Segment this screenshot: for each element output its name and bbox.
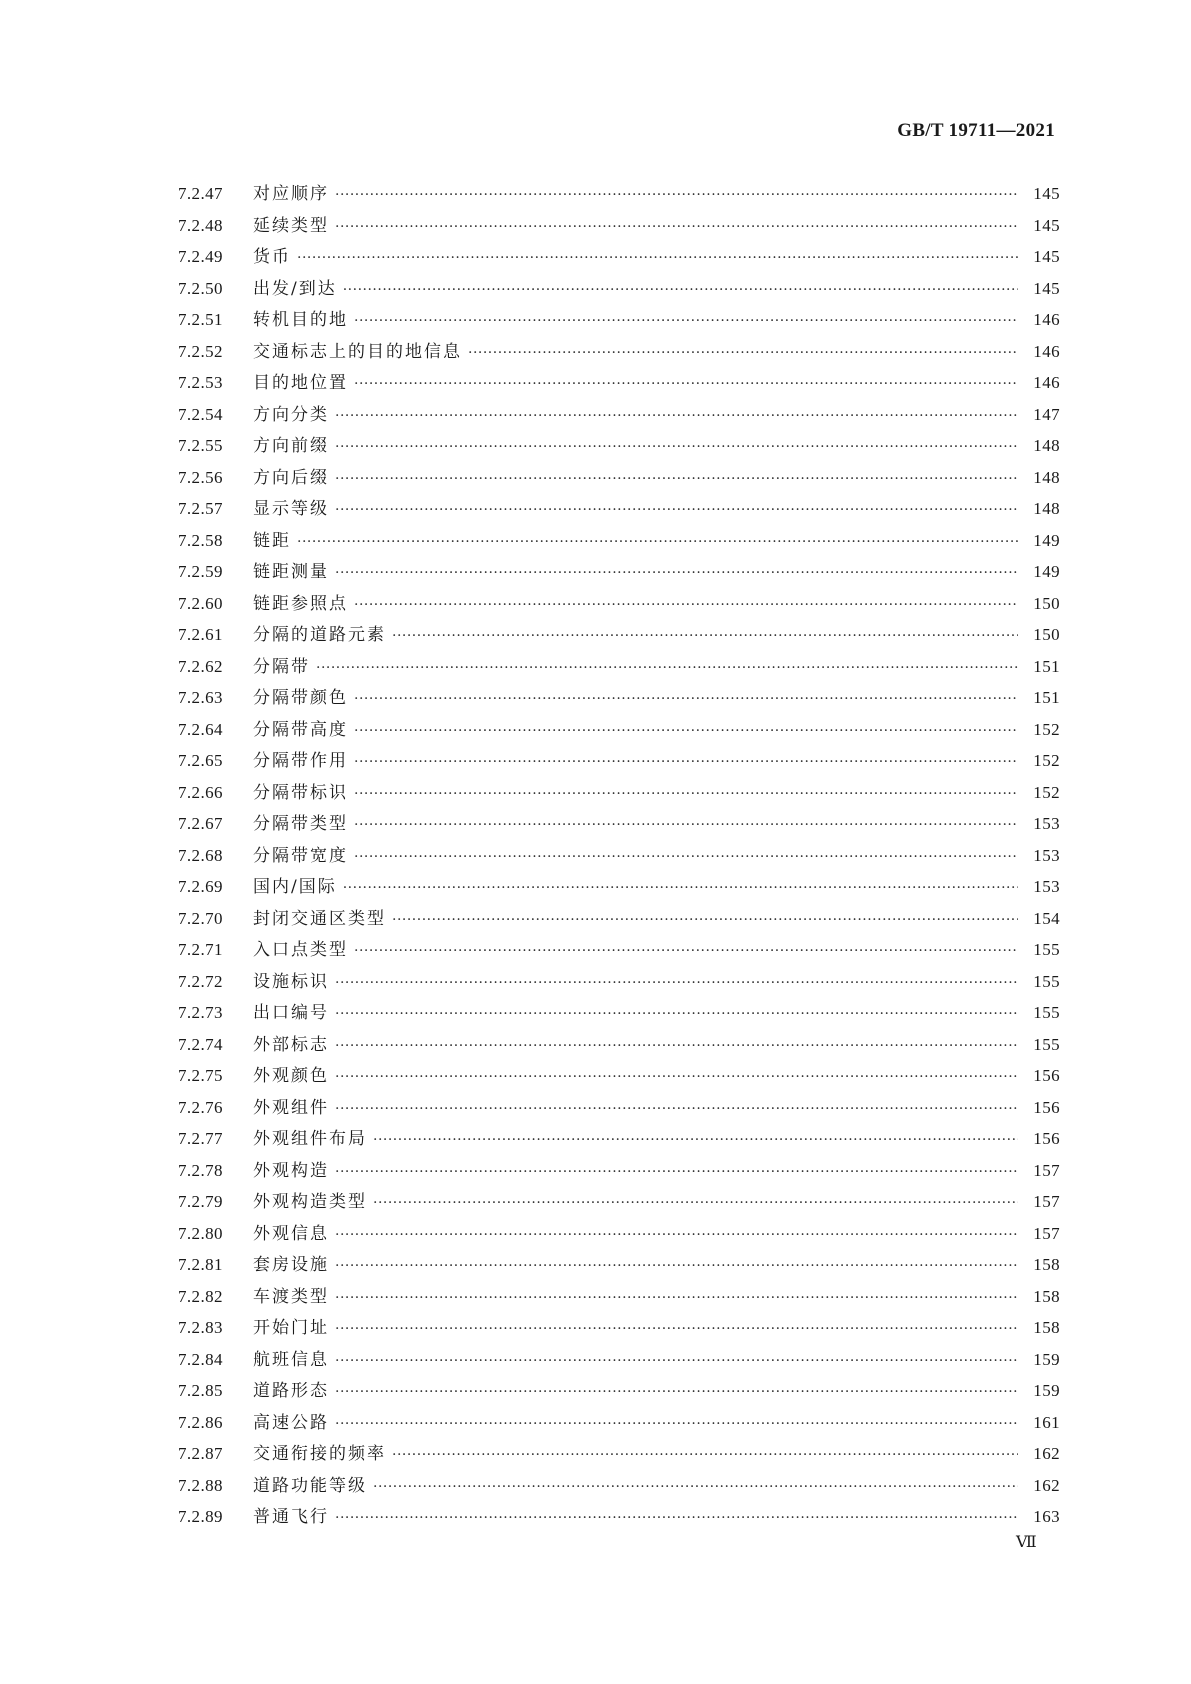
toc-entry[interactable] bbox=[178, 1470, 1060, 1502]
toc-entry-title: 外观构造 bbox=[253, 1160, 329, 1181]
toc-entry-number: 7.2.81 bbox=[178, 1255, 223, 1274]
toc-dot-leader bbox=[335, 180, 1018, 212]
page-number: Ⅶ bbox=[1016, 1534, 1037, 1551]
toc-dot-leader bbox=[335, 1157, 1018, 1189]
toc-dot-leader bbox=[335, 495, 1018, 527]
toc-entry-title: 出口编号 bbox=[253, 1003, 329, 1023]
toc-entry-page: 152 bbox=[1033, 782, 1060, 802]
toc-dot-leader bbox=[354, 842, 1018, 874]
toc-entry-page: 146 bbox=[1033, 373, 1060, 392]
toc-entry-title: 分隔带高度 bbox=[253, 719, 348, 740]
toc-entry-page: 155 bbox=[1033, 1003, 1060, 1022]
toc-entry[interactable] bbox=[178, 777, 1060, 809]
toc-entry-page: 145 bbox=[1033, 184, 1060, 203]
toc-dot-leader bbox=[297, 527, 1018, 559]
toc-entry[interactable] bbox=[178, 1092, 1060, 1124]
toc-entry-title: 分隔的道路元素 bbox=[253, 625, 386, 645]
toc-dot-leader bbox=[354, 747, 1018, 779]
toc-entry-page: 153 bbox=[1033, 814, 1060, 833]
toc-entry-number: 7.2.78 bbox=[178, 1160, 223, 1180]
toc-entry-number: 7.2.62 bbox=[178, 656, 223, 676]
toc-entry-number: 7.2.79 bbox=[178, 1192, 223, 1211]
toc-dot-leader bbox=[335, 1314, 1018, 1346]
toc-entry-page: 145 bbox=[1033, 278, 1060, 298]
toc-dot-leader bbox=[335, 1377, 1018, 1409]
toc-entry[interactable] bbox=[178, 1312, 1060, 1344]
toc-entry-number: 7.2.50 bbox=[178, 278, 223, 298]
toc-entry-page: 158 bbox=[1033, 1286, 1060, 1306]
toc-entry-number: 7.2.58 bbox=[178, 530, 223, 550]
toc-entry-page: 152 bbox=[1033, 751, 1060, 770]
toc-dot-leader bbox=[354, 369, 1018, 401]
toc-entry[interactable] bbox=[178, 336, 1060, 368]
toc-entry-title: 对应顺序 bbox=[253, 184, 329, 204]
toc-entry[interactable] bbox=[178, 997, 1060, 1029]
toc-entry-title: 道路形态 bbox=[253, 1381, 329, 1401]
toc-dot-leader bbox=[335, 401, 1018, 433]
toc-entry-number: 7.2.88 bbox=[178, 1475, 223, 1495]
toc-entry-number: 7.2.66 bbox=[178, 782, 223, 802]
toc-entry-number: 7.2.83 bbox=[178, 1318, 223, 1337]
toc-entry-number: 7.2.67 bbox=[178, 814, 223, 833]
toc-entry-number: 7.2.59 bbox=[178, 562, 223, 581]
toc-dot-leader bbox=[343, 275, 1018, 307]
toc-entry-number: 7.2.76 bbox=[178, 1097, 223, 1117]
toc-dot-leader bbox=[335, 1251, 1018, 1283]
toc-entry-page: 155 bbox=[1033, 940, 1060, 959]
toc-entry-title: 设施标识 bbox=[253, 971, 329, 992]
toc-entry-number: 7.2.75 bbox=[178, 1066, 223, 1085]
toc-entry[interactable] bbox=[178, 682, 1060, 714]
toc-entry[interactable] bbox=[178, 178, 1060, 210]
toc-entry-title: 车渡类型 bbox=[253, 1286, 329, 1307]
toc-entry-page: 159 bbox=[1033, 1349, 1060, 1369]
toc-entry-title: 高速公路 bbox=[253, 1412, 329, 1433]
toc-entry-title: 分隔带标识 bbox=[253, 782, 348, 803]
toc-dot-leader bbox=[392, 621, 1018, 653]
toc-entry-title: 方向前缀 bbox=[253, 436, 329, 456]
toc-entry[interactable] bbox=[178, 1501, 1060, 1533]
toc-entry[interactable] bbox=[178, 1344, 1060, 1376]
toc-dot-leader bbox=[335, 432, 1018, 464]
toc-dot-leader bbox=[335, 1283, 1018, 1315]
toc-entry[interactable] bbox=[178, 273, 1060, 305]
toc-entry[interactable] bbox=[178, 1123, 1060, 1155]
toc-entry-page: 149 bbox=[1033, 562, 1060, 581]
toc-entry-number: 7.2.56 bbox=[178, 467, 223, 487]
toc-entry-title: 链距测量 bbox=[253, 562, 329, 582]
toc-entry-page: 155 bbox=[1033, 971, 1060, 991]
toc-entry[interactable] bbox=[178, 619, 1060, 651]
toc-entry-number: 7.2.86 bbox=[178, 1412, 223, 1432]
toc-dot-leader bbox=[335, 1031, 1018, 1063]
toc-entry-title: 道路功能等级 bbox=[253, 1475, 367, 1496]
toc-entry-number: 7.2.87 bbox=[178, 1444, 223, 1463]
toc-entry-number: 7.2.82 bbox=[178, 1286, 223, 1306]
toc-dot-leader bbox=[335, 1346, 1018, 1378]
toc-entry[interactable] bbox=[178, 1060, 1060, 1092]
toc-entry-page: 153 bbox=[1033, 877, 1060, 896]
toc-entry-title: 分隔带作用 bbox=[253, 751, 348, 771]
toc-entry-number: 7.2.68 bbox=[178, 845, 223, 865]
toc-entry-title: 延续类型 bbox=[253, 215, 329, 236]
toc-entry[interactable] bbox=[178, 903, 1060, 935]
toc-entry-page: 153 bbox=[1033, 845, 1060, 865]
toc-entry-title: 入口点类型 bbox=[253, 940, 348, 960]
toc-entry-title: 外观组件 bbox=[253, 1097, 329, 1118]
toc-entry-page: 156 bbox=[1033, 1097, 1060, 1117]
toc-entry-title: 转机目的地 bbox=[253, 310, 348, 330]
toc-entry-title: 航班信息 bbox=[253, 1349, 329, 1370]
toc-entry-title: 方向后缀 bbox=[253, 467, 329, 488]
standard-code-header: GB/T 19711—2021 bbox=[897, 120, 1055, 141]
toc-entry[interactable] bbox=[178, 493, 1060, 525]
toc-entry[interactable] bbox=[178, 1029, 1060, 1061]
toc-entry-page: 157 bbox=[1033, 1192, 1060, 1211]
toc-dot-leader bbox=[354, 590, 1018, 622]
toc-entry-number: 7.2.61 bbox=[178, 625, 223, 644]
toc-entry[interactable] bbox=[178, 1186, 1060, 1218]
toc-entry[interactable] bbox=[178, 210, 1060, 242]
toc-entry[interactable] bbox=[178, 1155, 1060, 1187]
toc-entry-number: 7.2.48 bbox=[178, 215, 223, 235]
toc-dot-leader bbox=[354, 936, 1018, 968]
toc-dot-leader bbox=[335, 212, 1018, 244]
toc-entry-title: 分隔带 bbox=[253, 656, 310, 677]
toc-entry-title: 外观组件布局 bbox=[253, 1129, 367, 1149]
toc-entry-number: 7.2.85 bbox=[178, 1381, 223, 1400]
toc-entry-number: 7.2.84 bbox=[178, 1349, 223, 1369]
toc-entry-page: 151 bbox=[1033, 656, 1060, 676]
toc-entry[interactable] bbox=[178, 556, 1060, 588]
toc-entry[interactable] bbox=[178, 241, 1060, 273]
toc-entry-page: 158 bbox=[1033, 1318, 1060, 1337]
toc-entry-page: 162 bbox=[1033, 1475, 1060, 1495]
toc-dot-leader bbox=[354, 684, 1018, 716]
toc-entry-title: 分隔带类型 bbox=[253, 814, 348, 834]
toc-dot-leader bbox=[335, 1062, 1018, 1094]
toc-entry[interactable] bbox=[178, 808, 1060, 840]
toc-entry-number: 7.2.63 bbox=[178, 688, 223, 707]
toc-entry[interactable] bbox=[178, 1438, 1060, 1470]
toc-dot-leader bbox=[373, 1125, 1018, 1157]
toc-entry-page: 162 bbox=[1033, 1444, 1060, 1463]
toc-entry-page: 156 bbox=[1033, 1066, 1060, 1085]
toc-entry-page: 145 bbox=[1033, 247, 1060, 266]
toc-entry-number: 7.2.77 bbox=[178, 1129, 223, 1148]
toc-entry-page: 157 bbox=[1033, 1223, 1060, 1243]
toc-entry-page: 161 bbox=[1033, 1412, 1060, 1432]
toc-entry-number: 7.2.60 bbox=[178, 593, 223, 613]
toc-entry-number: 7.2.69 bbox=[178, 877, 223, 896]
toc-entry-number: 7.2.64 bbox=[178, 719, 223, 739]
toc-entry-page: 149 bbox=[1033, 530, 1060, 550]
toc-entry-title: 出发/到达 bbox=[253, 278, 337, 299]
toc-entry-title: 封闭交通区类型 bbox=[253, 908, 386, 929]
table-of-contents bbox=[178, 178, 1060, 1533]
toc-entry-number: 7.2.73 bbox=[178, 1003, 223, 1022]
toc-dot-leader bbox=[335, 999, 1018, 1031]
toc-entry-title: 外观信息 bbox=[253, 1223, 329, 1244]
toc-entry[interactable] bbox=[178, 1218, 1060, 1250]
toc-entry-page: 146 bbox=[1033, 341, 1060, 361]
toc-entry-number: 7.2.74 bbox=[178, 1034, 223, 1054]
toc-entry-number: 7.2.52 bbox=[178, 341, 223, 361]
toc-entry-number: 7.2.89 bbox=[178, 1507, 223, 1526]
toc-entry-number: 7.2.53 bbox=[178, 373, 223, 392]
toc-entry-number: 7.2.51 bbox=[178, 310, 223, 329]
toc-entry-title: 方向分类 bbox=[253, 404, 329, 425]
toc-entry-number: 7.2.47 bbox=[178, 184, 223, 203]
toc-dot-leader bbox=[354, 810, 1018, 842]
toc-dot-leader bbox=[335, 1409, 1018, 1441]
toc-entry[interactable] bbox=[178, 304, 1060, 336]
toc-entry-number: 7.2.71 bbox=[178, 940, 223, 959]
toc-dot-leader bbox=[335, 1503, 1018, 1535]
toc-entry[interactable] bbox=[178, 525, 1060, 557]
toc-entry-title: 外观颜色 bbox=[253, 1066, 329, 1086]
toc-entry[interactable] bbox=[178, 367, 1060, 399]
toc-entry-title: 目的地位置 bbox=[253, 373, 348, 393]
toc-dot-leader bbox=[373, 1188, 1018, 1220]
toc-dot-leader bbox=[354, 779, 1018, 811]
toc-entry[interactable] bbox=[178, 462, 1060, 494]
toc-entry[interactable] bbox=[178, 934, 1060, 966]
toc-entry[interactable] bbox=[178, 871, 1060, 903]
toc-entry-page: 155 bbox=[1033, 1034, 1060, 1054]
toc-dot-leader bbox=[335, 558, 1018, 590]
toc-entry-number: 7.2.54 bbox=[178, 404, 223, 424]
toc-entry-page: 150 bbox=[1033, 625, 1060, 644]
toc-entry-title: 开始门址 bbox=[253, 1318, 329, 1338]
toc-entry-number: 7.2.80 bbox=[178, 1223, 223, 1243]
toc-dot-leader bbox=[335, 1094, 1018, 1126]
toc-entry[interactable] bbox=[178, 399, 1060, 431]
toc-entry[interactable] bbox=[178, 840, 1060, 872]
toc-entry-page: 151 bbox=[1033, 688, 1060, 707]
toc-dot-leader bbox=[392, 1440, 1018, 1472]
toc-entry-title: 交通标志上的目的地信息 bbox=[253, 341, 462, 362]
toc-dot-leader bbox=[343, 873, 1018, 905]
toc-dot-leader bbox=[335, 464, 1018, 496]
toc-entry[interactable] bbox=[178, 588, 1060, 620]
toc-entry-title: 货币 bbox=[253, 247, 291, 267]
toc-dot-leader bbox=[335, 1220, 1018, 1252]
toc-entry-title: 套房设施 bbox=[253, 1255, 329, 1275]
toc-entry-number: 7.2.65 bbox=[178, 751, 223, 770]
toc-entry-title: 外观构造类型 bbox=[253, 1192, 367, 1212]
toc-dot-leader bbox=[316, 653, 1018, 685]
toc-dot-leader bbox=[373, 1472, 1018, 1504]
toc-entry[interactable] bbox=[178, 1281, 1060, 1313]
toc-entry-title: 普通飞行 bbox=[253, 1507, 329, 1527]
toc-dot-leader bbox=[354, 716, 1018, 748]
toc-entry-title: 分隔带宽度 bbox=[253, 845, 348, 866]
toc-entry-number: 7.2.55 bbox=[178, 436, 223, 455]
toc-dot-leader bbox=[354, 306, 1018, 338]
toc-entry-page: 157 bbox=[1033, 1160, 1060, 1180]
toc-entry-number: 7.2.70 bbox=[178, 908, 223, 928]
toc-entry[interactable] bbox=[178, 1407, 1060, 1439]
toc-entry-title: 链距 bbox=[253, 530, 291, 551]
toc-dot-leader bbox=[335, 968, 1018, 1000]
toc-entry-page: 148 bbox=[1033, 436, 1060, 455]
toc-entry-number: 7.2.72 bbox=[178, 971, 223, 991]
toc-entry[interactable] bbox=[178, 966, 1060, 998]
toc-entry-page: 154 bbox=[1033, 908, 1060, 928]
toc-entry-number: 7.2.49 bbox=[178, 247, 223, 266]
toc-entry[interactable] bbox=[178, 651, 1060, 683]
toc-dot-leader bbox=[392, 905, 1018, 937]
toc-entry-title: 显示等级 bbox=[253, 499, 329, 519]
toc-entry-page: 156 bbox=[1033, 1129, 1060, 1148]
toc-entry-page: 159 bbox=[1033, 1381, 1060, 1400]
toc-entry[interactable] bbox=[178, 745, 1060, 777]
toc-entry[interactable] bbox=[178, 1249, 1060, 1281]
toc-entry-page: 148 bbox=[1033, 467, 1060, 487]
toc-dot-leader bbox=[297, 243, 1018, 275]
toc-entry-title: 交通衔接的频率 bbox=[253, 1444, 386, 1464]
toc-entry-page: 150 bbox=[1033, 593, 1060, 613]
toc-entry-title: 国内/国际 bbox=[253, 877, 337, 897]
toc-entry-title: 分隔带颜色 bbox=[253, 688, 348, 708]
toc-entry[interactable] bbox=[178, 430, 1060, 462]
toc-entry[interactable] bbox=[178, 714, 1060, 746]
toc-entry-page: 147 bbox=[1033, 404, 1060, 424]
toc-entry-page: 158 bbox=[1033, 1255, 1060, 1274]
toc-entry-page: 148 bbox=[1033, 499, 1060, 518]
toc-entry-title: 外部标志 bbox=[253, 1034, 329, 1055]
toc-entry-page: 152 bbox=[1033, 719, 1060, 739]
toc-entry-page: 163 bbox=[1033, 1507, 1060, 1526]
toc-entry-number: 7.2.57 bbox=[178, 499, 223, 518]
toc-entry-title: 链距参照点 bbox=[253, 593, 348, 614]
toc-entry[interactable] bbox=[178, 1375, 1060, 1407]
toc-entry-page: 145 bbox=[1033, 215, 1060, 235]
toc-entry-page: 146 bbox=[1033, 310, 1060, 329]
toc-dot-leader bbox=[468, 338, 1018, 370]
